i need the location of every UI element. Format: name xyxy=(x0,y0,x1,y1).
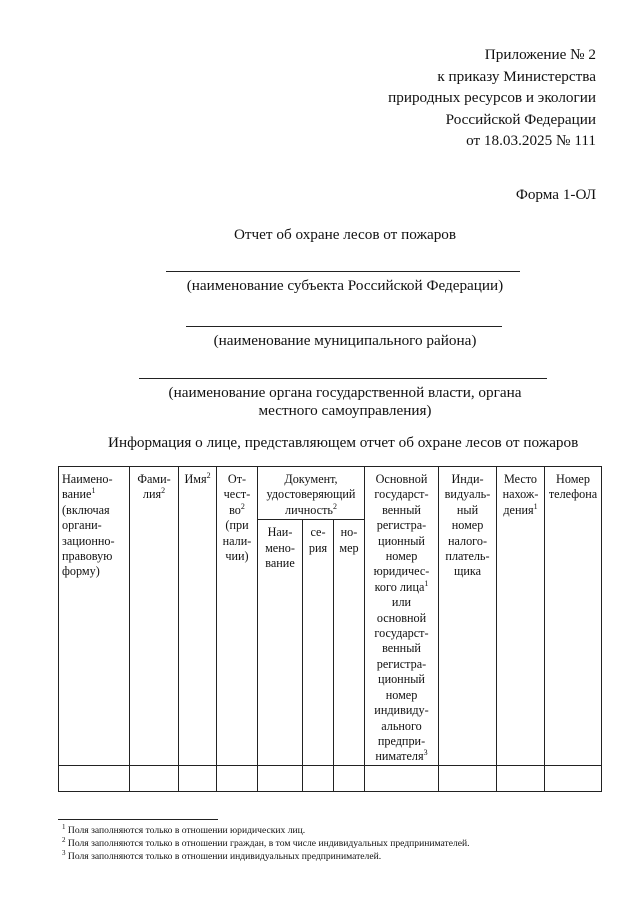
authority-caption-2: местного самоуправления) xyxy=(258,402,432,419)
footnote-3 xyxy=(62,850,470,863)
table-cell[interactable] xyxy=(179,765,217,791)
header-first-name-footnote-mark: 2 xyxy=(206,470,211,480)
header-surname-text: Фами- лия xyxy=(137,472,171,502)
header-document-series-text: се- рия xyxy=(308,525,328,555)
authority-caption-1: (наименование органа государственной власти, органа xyxy=(168,384,522,401)
header-patronymic-text: От- чест- во xyxy=(223,472,251,517)
appendix-line-1: Приложение № 2 xyxy=(484,46,596,63)
table-cell[interactable] xyxy=(545,765,602,791)
subject-name-line xyxy=(166,271,520,272)
header-identity-document-text: Документ, удостоверяющий личность xyxy=(266,472,356,517)
footnote-2 xyxy=(62,837,470,850)
header-inn-text: Инди- видуаль- ный номер налого- платель- щика xyxy=(444,472,491,579)
table-cell[interactable] xyxy=(130,765,179,791)
form-code: Форма 1-ОЛ xyxy=(515,186,596,203)
header-location-footnote-mark: 1 xyxy=(533,501,538,511)
appendix-block xyxy=(388,44,596,152)
table-cell[interactable] xyxy=(497,765,545,791)
header-ogrn-footnote-mark: 1 xyxy=(424,578,429,588)
footnote-1 xyxy=(62,824,470,837)
header-ogrn xyxy=(365,467,439,766)
district-name-line xyxy=(186,326,502,327)
header-name-text: Наимено- вание xyxy=(62,472,113,502)
footnote-1-mark: 1 xyxy=(62,822,66,831)
subject-caption: (наименование субъекта Российской Федерации) xyxy=(186,277,504,294)
header-ogrn-text-2: или основной государст- венный регистра- ционный номер индивиду- ального предпри- нимателя xyxy=(374,595,429,764)
footnote-3-mark: 3 xyxy=(62,848,66,857)
header-document-name-text: Наи- мено- вание xyxy=(265,525,295,571)
table-cell[interactable] xyxy=(217,765,258,791)
header-first-name xyxy=(179,467,217,766)
header-name xyxy=(59,467,130,766)
header-name-text-2: (включая органи- зационно- правовую форму) xyxy=(62,502,115,579)
report-title: Отчет об охране лесов от пожаров xyxy=(233,226,457,243)
header-surname xyxy=(130,467,179,766)
header-phone-text: Номер телефона xyxy=(548,472,598,502)
table-cell[interactable] xyxy=(365,765,439,791)
table-row xyxy=(59,765,602,791)
header-ogrn-footnote-mark-2: 3 xyxy=(423,748,428,758)
header-document-number xyxy=(334,520,365,765)
header-location-text: Место нахож- дения xyxy=(502,472,539,517)
table-cell[interactable] xyxy=(334,765,365,791)
header-ogrn-text: Основной государст- венный регистра- ционный номер юридичес- кого лица xyxy=(373,472,430,594)
header-document-name xyxy=(258,520,303,765)
appendix-line-4: Российской Федерации xyxy=(445,110,596,128)
header-location xyxy=(497,467,545,766)
appendix-line-3: природных ресурсов и экологии xyxy=(388,89,596,107)
footnote-3-text: Поля заполняются только в отношении индивидуальных предпринимателей. xyxy=(67,851,382,862)
footnote-2-text: Поля заполняются только в отношении граждан, в том числе индивидуальных предпринимателей. xyxy=(67,838,470,849)
table-cell[interactable] xyxy=(303,765,334,791)
header-document-series xyxy=(303,520,334,765)
header-identity-document xyxy=(258,467,365,520)
reporter-info-table xyxy=(58,466,602,792)
header-name-footnote-mark: 1 xyxy=(91,486,96,496)
table-cell[interactable] xyxy=(59,765,130,791)
header-inn xyxy=(439,467,497,766)
header-surname-footnote-mark: 2 xyxy=(161,486,166,496)
footnotes xyxy=(62,824,470,863)
footnote-1-text: Поля заполняются только в отношении юридических лиц. xyxy=(67,825,306,836)
header-phone xyxy=(545,467,602,766)
district-caption: (наименование муниципального района) xyxy=(213,332,477,349)
footnote-separator xyxy=(58,819,218,820)
footnote-2-mark: 2 xyxy=(62,835,66,844)
header-identity-document-footnote-mark: 2 xyxy=(332,501,337,511)
header-patronymic-footnote-mark: 2 xyxy=(240,501,245,511)
authority-name-line xyxy=(139,378,547,379)
header-first-name-text: Имя xyxy=(184,472,207,486)
appendix-line-5: от 18.03.2025 № 111 xyxy=(466,132,596,150)
header-patronymic xyxy=(217,467,258,766)
table-cell[interactable] xyxy=(439,765,497,791)
appendix-line-2: к приказу Министерства xyxy=(437,67,596,85)
header-patronymic-text-2: (при нали- чии) xyxy=(222,518,252,564)
table-cell[interactable] xyxy=(258,765,303,791)
header-document-number-text: но- мер xyxy=(339,525,359,555)
info-title: Информация о лице, представляющем отчет об охране лесов от пожаров xyxy=(108,434,579,451)
